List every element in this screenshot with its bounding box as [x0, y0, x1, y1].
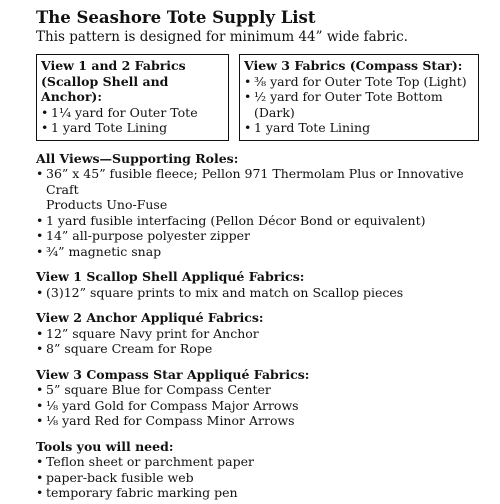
list-item: • 1 yard Tote Lining — [41, 120, 168, 135]
bullet-icon: • — [36, 382, 44, 397]
tools-section — [36, 439, 500, 501]
view-3-list — [36, 382, 500, 429]
bullet-icon: • — [36, 454, 44, 469]
list-item: • temporary fabric marking pen — [36, 485, 238, 500]
list-item: • 36” x 45” fusible fleece; Pellon 971 Thermolam Plus or Innovative Craft — [36, 166, 464, 197]
bullet-icon: • — [36, 397, 44, 413]
all-views-section — [36, 151, 500, 260]
bullet-icon: • — [36, 212, 44, 228]
list-item: • 8” square Cream for Rope — [36, 341, 213, 356]
box-heading-line2: (Scallop Shell and Anchor): — [41, 73, 169, 104]
view-2-section — [36, 310, 500, 357]
list-item-continuation: Products Uno-Fuse — [46, 197, 168, 212]
list-item: • ⅜ yard for Outer Tote Top (Light) — [244, 73, 467, 89]
bullet-icon: • — [244, 73, 252, 89]
list-item: • 1¼ yard for Outer Tote — [41, 104, 198, 120]
bullet-icon: • — [36, 243, 44, 259]
bullet-icon: • — [41, 104, 49, 120]
list-item: • 14” all-purpose polyester zipper — [36, 228, 251, 243]
list-item: • 5” square Blue for Compass Center — [36, 382, 271, 397]
all-views-list — [36, 166, 500, 259]
box-heading: View 3 Fabrics (Compass Star): — [244, 58, 463, 73]
list-item: • ¾” magnetic snap — [36, 243, 162, 259]
tools-list — [36, 454, 500, 501]
list-item: • (3)12” square prints to mix and match on Scallop pieces — [36, 284, 404, 300]
bullet-icon: • — [244, 89, 252, 104]
list-item: • 12” square Navy print for Anchor — [36, 325, 259, 341]
box-heading-line1: View 1 and 2 Fabrics — [41, 58, 186, 73]
box-left-list — [41, 105, 224, 136]
box-right-list — [244, 74, 474, 136]
view-1-section — [36, 269, 500, 300]
section-heading: Tools you will need: — [36, 438, 174, 454]
page-subtitle: This pattern is designed for minimum 44” wide fabric. — [36, 29, 408, 45]
list-item: • ⅛ yard Gold for Compass Major Arrows — [36, 397, 299, 413]
view-1-list — [36, 285, 500, 301]
section-heading: All Views—Supporting Roles: — [36, 150, 239, 166]
list-item: • Teflon sheet or parchment paper — [36, 454, 254, 469]
list-item: • 1 yard fusible interfacing (Pellon Décor Bond or equivalent) — [36, 212, 426, 228]
bullet-icon: • — [36, 485, 44, 500]
view-3-fabrics-box — [239, 54, 479, 141]
fabric-boxes — [36, 54, 480, 141]
bullet-icon: • — [36, 284, 44, 300]
view-3-section — [36, 367, 500, 429]
bullet-icon: • — [36, 469, 44, 485]
section-heading: View 2 Anchor Appliqué Fabrics: — [36, 310, 264, 325]
bullet-icon: • — [36, 325, 44, 341]
bullet-icon: • — [36, 413, 44, 428]
bullet-icon: • — [36, 341, 44, 356]
bullet-icon: • — [36, 166, 44, 181]
section-heading: View 1 Scallop Shell Appliqué Fabrics: — [36, 269, 305, 284]
page-title: The Seashore Tote Supply List — [36, 8, 316, 27]
list-item: • ⅛ yard Red for Compass Minor Arrows — [36, 413, 295, 428]
view-2-list — [36, 326, 500, 357]
bullet-icon: • — [41, 120, 49, 135]
bullet-icon: • — [244, 120, 252, 135]
list-item: • ½ yard for Outer Tote Bottom (Dark) — [244, 89, 443, 120]
view-1-2-fabrics-box — [36, 54, 229, 141]
list-item: • paper-back fusible web — [36, 469, 194, 485]
bullet-icon: • — [36, 228, 44, 243]
list-item: • 1 yard Tote Lining — [244, 120, 371, 135]
section-heading: View 3 Compass Star Appliqué Fabrics: — [36, 366, 310, 382]
